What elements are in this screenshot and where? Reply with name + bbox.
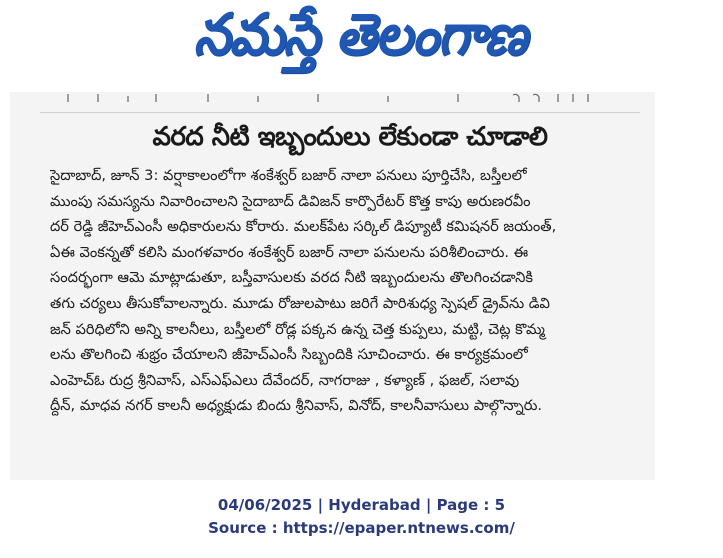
article-headline: వరద నీటి ఇబ్బందులు లేకుండా చూడాలి [152, 122, 548, 152]
body-line: ఏఈ వెంకన్నతో కలిసి మంగళవారం శంకేశ్వర్ బజార్ నాలా పనులను పరిశీలించారు. ఈ [50, 243, 529, 261]
body-line: దర్ రెడ్డి జీహెచ్ఎంసీ అధికారులను కోరారు. మలక్‌పేట సర్కిల్ డిప్యూటీ కమిషనర్ జయంత్, [50, 218, 557, 236]
body-line: సైదాబాద్, జూన్ 3: వర్షాకాలంలోగా శంకేశ్వర్ బజార్ నాలా పనులు పూర్తిచేసి, బస్తీలలో [50, 167, 527, 184]
body-line: సందర్భంగా ఆమె మాట్లాడుతూ, బస్తీవాసులకు వరద నీటి ఇబ్బందులను తొలగించడానికి [50, 269, 533, 287]
masthead-title: నమస్తే తెలంగాణ [193, 1, 527, 68]
newspaper-masthead [150, 1, 570, 78]
source-footer [0, 494, 723, 540]
body-line: ఎంహెచ్ఓ రుద్ర శ్రీనివాస్, ఎస్ఎఫ్ఎలు దేవేందర్, నాగరాజు , కళ్యాణ్ , ఫజల్, సలావు [50, 371, 520, 389]
article-clipping [10, 92, 655, 480]
cut-fragment-marks [58, 92, 618, 106]
divider [40, 112, 640, 113]
body-line: జన్ పరిధిలోని అన్ని కాలనీలు, బస్తీలలో రోడ్ల పక్కన ఉన్న చెత్త కుప్పలు, మట్టి, చెట్ల కొమ్మ [50, 320, 545, 338]
edition-line: 04/06/2025 | Hyderabad | Page : 5 [217, 496, 506, 514]
article-body [50, 163, 650, 419]
body-line: ద్దీన్, మాధవ నగర్ కాలనీ అధ్యక్షుడు బిందు శ్రీనివాస్, వినోద్, కాలనీవాసులు పాల్గొన్నారు. [50, 397, 543, 415]
body-line: లను తొలగించి శుభ్రం చేయాలని జీహెచ్ఎంసీ సిబ్బందికి సూచించారు. ఈ కార్యక్రమంలో [50, 346, 528, 364]
source-line: Source : https://epaper.ntnews.com/ [208, 519, 515, 537]
cut-text-strip [58, 92, 618, 108]
body-line: తగు చర్యలు తీసుకోవాలన్నారు. మూడు రోజులపాటు జరిగే పారిశుధ్య స్పెషల్ డ్రైవ్‌ను డివి [50, 294, 550, 312]
body-line: ముంపు సమస్యను నివారించాలని సైదాబాద్ డివిజన్ కార్పొరేటర్ కొత్త కాపు అరుణరవీం [50, 192, 531, 210]
